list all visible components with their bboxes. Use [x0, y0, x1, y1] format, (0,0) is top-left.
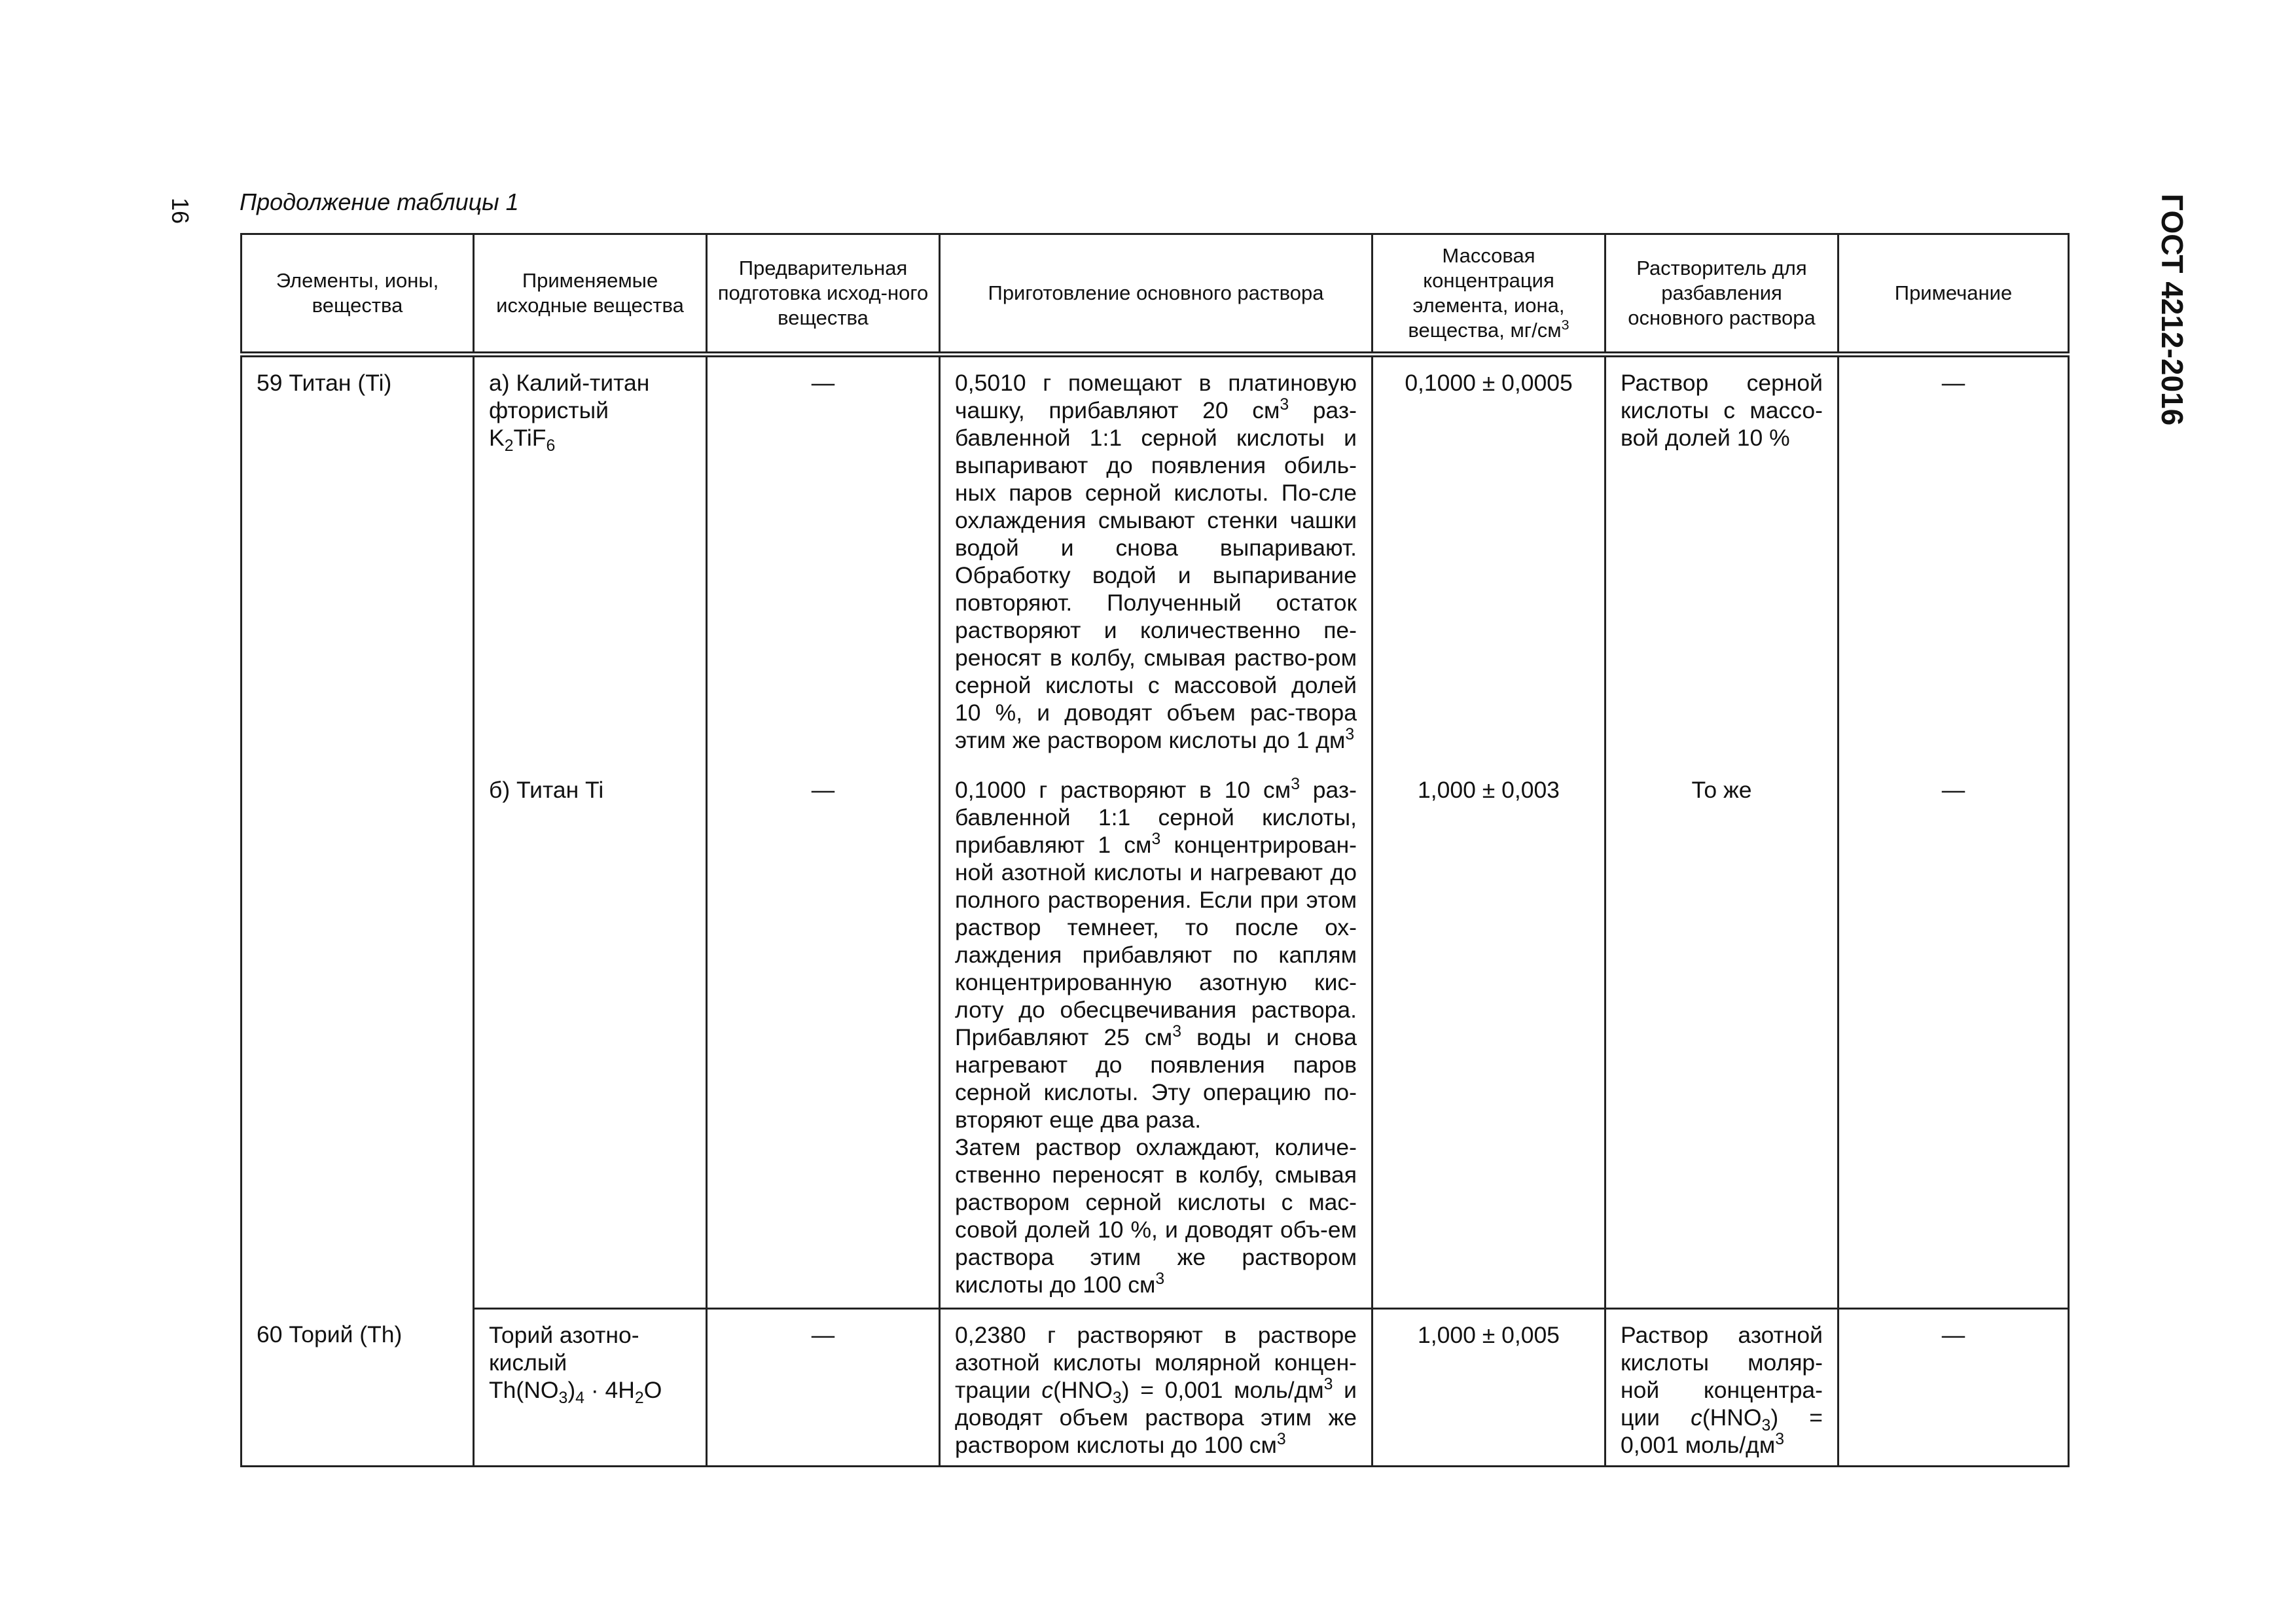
- cell-substance: [474, 355, 707, 755]
- cell-pretreatment: —: [707, 1309, 940, 1467]
- substance-formula: $K_2TiF_6$: [489, 425, 556, 455]
- cell-substance: [474, 754, 707, 1309]
- cell-concentration: 0,1000 ± 0,0005: [1372, 355, 1605, 755]
- cell-procedure: 0,5010 г помещают в платиновую чашку, прибавляют 20 $см^3$ раз-бавленной 1:1 серной кислоты и выпаривают до появления обиль-ных паров серной кислоты. По-сле охлаждения смывают стенки чашки водой и снова выпаривают. Обработку водой и выпаривание повторяют. Полученный остаток растворяют и количественно пе-реносят в колбу, смывая раство-ром серной кислоты с массовой долей 10 %, и доводят объем рас-твора этим же раствором кислоты до 1 $дм^3$: [940, 355, 1372, 755]
- header-concentration-sup: 3: [1561, 316, 1570, 333]
- reagent-table: [240, 233, 2070, 1467]
- table-header-row: [242, 234, 2069, 355]
- cell-pretreatment: —: [707, 754, 940, 1309]
- cell-element: [242, 355, 474, 1309]
- cell-solvent: То же: [1605, 754, 1839, 1309]
- substance-name: Торий азотно-кислый: [489, 1322, 639, 1376]
- cell-solvent: Раствор азотной кислоты моляр-ной концентра-ции $c(HNO_3) = 0,001$ моль/$дм^3$: [1605, 1309, 1839, 1467]
- header-pretreatment: Предварительная подготовка исход-ного вещества: [707, 234, 940, 355]
- cell-procedure: 0,1000 г растворяют в 10 $см^3$ раз-бавленной 1:1 серной кислоты, прибавляют 1 $см^3$ концентрирован-ной азотной кислоты и нагревают до полного растворения. Если при этом раствор темнеет, то после ох-лаждения прибавляют по каплям концентрированную азотную кис-лоту до обесцвечивания раствора. Прибавляют 25 $см^3$ воды и снова нагревают до появления паров серной кислоты. Эту операцию по-вторяют еще два раза. Затем раствор охлаждают, количе-ственно переносят в колбу, смывая раствором серной кислоты с мас-совой долей 10 %, и доводят объ-ем раствора этим же раствором кислоты до 100 $см^3$: [940, 754, 1372, 1309]
- cell-concentration: 1,000 ± 0,003: [1372, 754, 1605, 1309]
- cell-pretreatment: —: [707, 355, 940, 755]
- table-row: [242, 355, 2069, 755]
- header-elements: Элементы, ионы, вещества: [242, 234, 474, 355]
- table-row: [242, 1309, 2069, 1467]
- header-concentration-text: Массовая концентрация элемента, иона, вещества, мг/см: [1408, 244, 1565, 342]
- header-solvent: Растворитель для разбавления основного раствора: [1605, 234, 1839, 355]
- substance-name: а) Калий-титан фтористый: [489, 370, 650, 423]
- page-number: 16: [167, 198, 194, 224]
- cell-element: 60 Торий (Th): [242, 1309, 474, 1467]
- cell-substance: [474, 1309, 707, 1467]
- header-preparation: Приготовление основного раствора: [940, 234, 1372, 355]
- cell-procedure: 0,2380 г растворяют в растворе азотной кислоты молярной концен-трации $c(HNO_3) = 0,001$ моль/$дм^3$ и доводят объем раствора этим же раствором кислоты до 100 $см^3$: [940, 1309, 1372, 1467]
- substance-formula: $Th(NO_3)_4 \cdot 4H_2O$: [489, 1377, 662, 1408]
- table-continuation-caption: Продолжение таблицы 1: [240, 188, 519, 215]
- header-concentration: [1372, 234, 1605, 355]
- element-label: 59 Титан (Ti): [257, 370, 392, 396]
- cell-note: —: [1839, 1309, 2069, 1467]
- header-note: Примечание: [1839, 234, 2069, 355]
- header-substances: Применяемые исходные вещества: [474, 234, 707, 355]
- cell-concentration: 1,000 ± 0,005: [1372, 1309, 1605, 1467]
- cell-note: —: [1839, 754, 2069, 1309]
- substance-name: б) Титан Ti: [489, 777, 604, 803]
- table-row: [242, 754, 2069, 1309]
- cell-solvent: Раствор серной кислоты с массо-вой долей 10 %: [1605, 355, 1839, 755]
- document-code: ГОСТ 4212-2016: [2155, 194, 2189, 426]
- cell-note: —: [1839, 355, 2069, 755]
